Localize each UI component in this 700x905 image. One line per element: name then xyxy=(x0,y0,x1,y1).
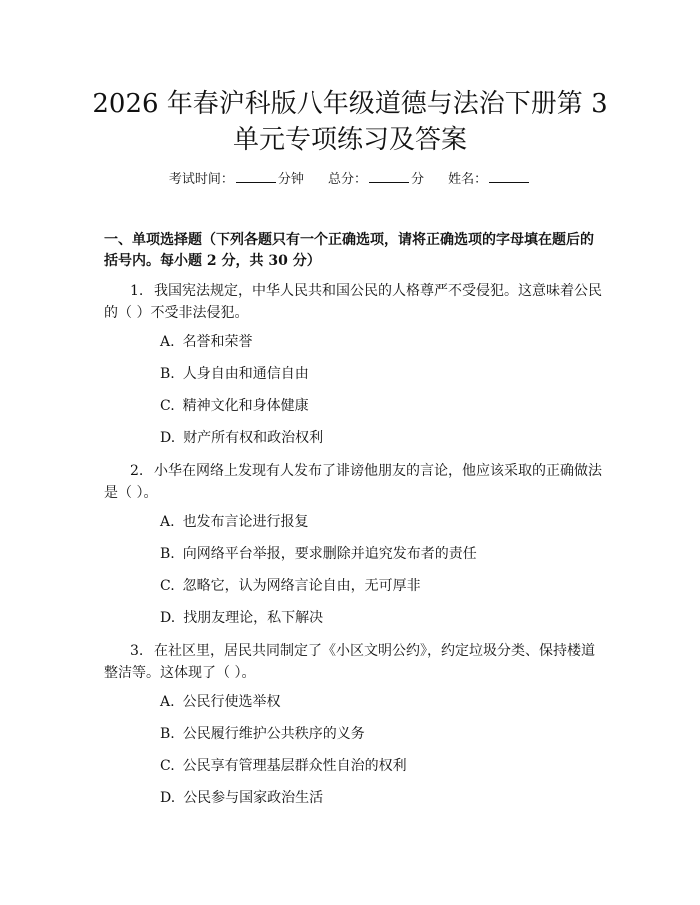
option-letter: B. xyxy=(160,546,175,562)
option-text: 财产所有权和政治权利 xyxy=(183,430,324,446)
question-1-number: 1. xyxy=(130,283,144,299)
exam-time-field xyxy=(169,170,304,189)
question-2 xyxy=(104,460,604,504)
option-letter: C. xyxy=(160,398,175,414)
option-text: 公民行使选举权 xyxy=(182,694,281,710)
student-name-label: 姓名： xyxy=(448,172,488,187)
question-1-option-b[interactable] xyxy=(160,364,600,384)
option-letter: A. xyxy=(160,334,175,350)
option-letter: D. xyxy=(160,790,176,806)
question-3-option-a[interactable] xyxy=(160,692,600,712)
option-letter: A. xyxy=(160,514,175,530)
question-2-option-a[interactable] xyxy=(160,512,600,532)
option-text: 向网络平台举报，要求删除并追究发布者的责任 xyxy=(182,546,477,562)
option-letter: C. xyxy=(160,758,175,774)
question-1 xyxy=(104,280,604,324)
page-title-line-1: 2026 年春沪科版八年级道德与法治下册第 3 xyxy=(92,89,608,119)
question-3 xyxy=(104,640,604,684)
option-text: 精神文化和身体健康 xyxy=(182,398,309,414)
question-2-option-c[interactable] xyxy=(160,576,600,596)
option-text: 名誉和荣誉 xyxy=(182,334,253,350)
option-letter: D. xyxy=(160,610,176,626)
section-heading: 一、单项选择题（下列各题只有一个正确选项，请将正确选项的字母填在题后的括号内。每小题 2 分，共 30 分） xyxy=(104,232,594,269)
question-1-text: 我国宪法规定，中华人民共和国公民的人格尊严不受侵犯。这意味着公民的（ ）不受非法侵犯。 xyxy=(104,283,602,321)
exam-info-row xyxy=(0,170,700,189)
option-text: 忽略它，认为网络言论自由，无可厚非 xyxy=(182,578,421,594)
question-3-option-b[interactable] xyxy=(160,724,600,744)
question-2-option-b[interactable] xyxy=(160,544,600,564)
option-text: 也发布言论进行报复 xyxy=(182,514,309,530)
question-3-number: 3. xyxy=(130,643,144,659)
question-2-option-d[interactable] xyxy=(160,608,600,628)
option-letter: A. xyxy=(160,694,175,710)
question-1-option-c[interactable] xyxy=(160,396,600,416)
question-3-option-c[interactable] xyxy=(160,756,600,776)
total-score-blank[interactable] xyxy=(369,170,409,183)
exam-time-label: 考试时间： xyxy=(168,172,234,187)
student-name-blank[interactable] xyxy=(489,170,529,183)
total-score-unit: 分 xyxy=(411,172,425,187)
page-title-line-2: 单元专项练习及答案 xyxy=(232,125,467,155)
option-letter: C. xyxy=(160,578,175,594)
option-text: 公民享有管理基层群众性自治的权利 xyxy=(182,758,407,774)
option-letter: B. xyxy=(160,726,175,742)
question-2-text: 小华在网络上发现有人发布了诽谤他朋友的言论，他应该采取的正确做法是（ ）。 xyxy=(104,463,602,501)
total-score-label: 总分： xyxy=(327,172,367,187)
option-text: 公民履行维护公共秩序的义务 xyxy=(182,726,365,742)
option-text: 找朋友理论，私下解决 xyxy=(183,610,324,626)
question-1-option-a[interactable] xyxy=(160,332,600,352)
question-2-number: 2. xyxy=(130,463,144,479)
question-1-option-d[interactable] xyxy=(160,428,600,448)
student-name-field xyxy=(448,170,531,189)
option-text: 公民参与国家政治生活 xyxy=(183,790,324,806)
option-letter: B. xyxy=(160,366,175,382)
exam-time-unit: 分钟 xyxy=(277,172,304,187)
option-text: 人身自由和通信自由 xyxy=(182,366,309,382)
question-3-option-d[interactable] xyxy=(160,788,600,808)
exam-time-blank[interactable] xyxy=(236,170,276,183)
option-letter: D. xyxy=(160,430,176,446)
question-3-text: 在社区里，居民共同制定了《小区文明公约》，约定垃圾分类、保持楼道整洁等。这体现了（ ）。 xyxy=(104,643,595,681)
total-score-field xyxy=(328,170,424,189)
